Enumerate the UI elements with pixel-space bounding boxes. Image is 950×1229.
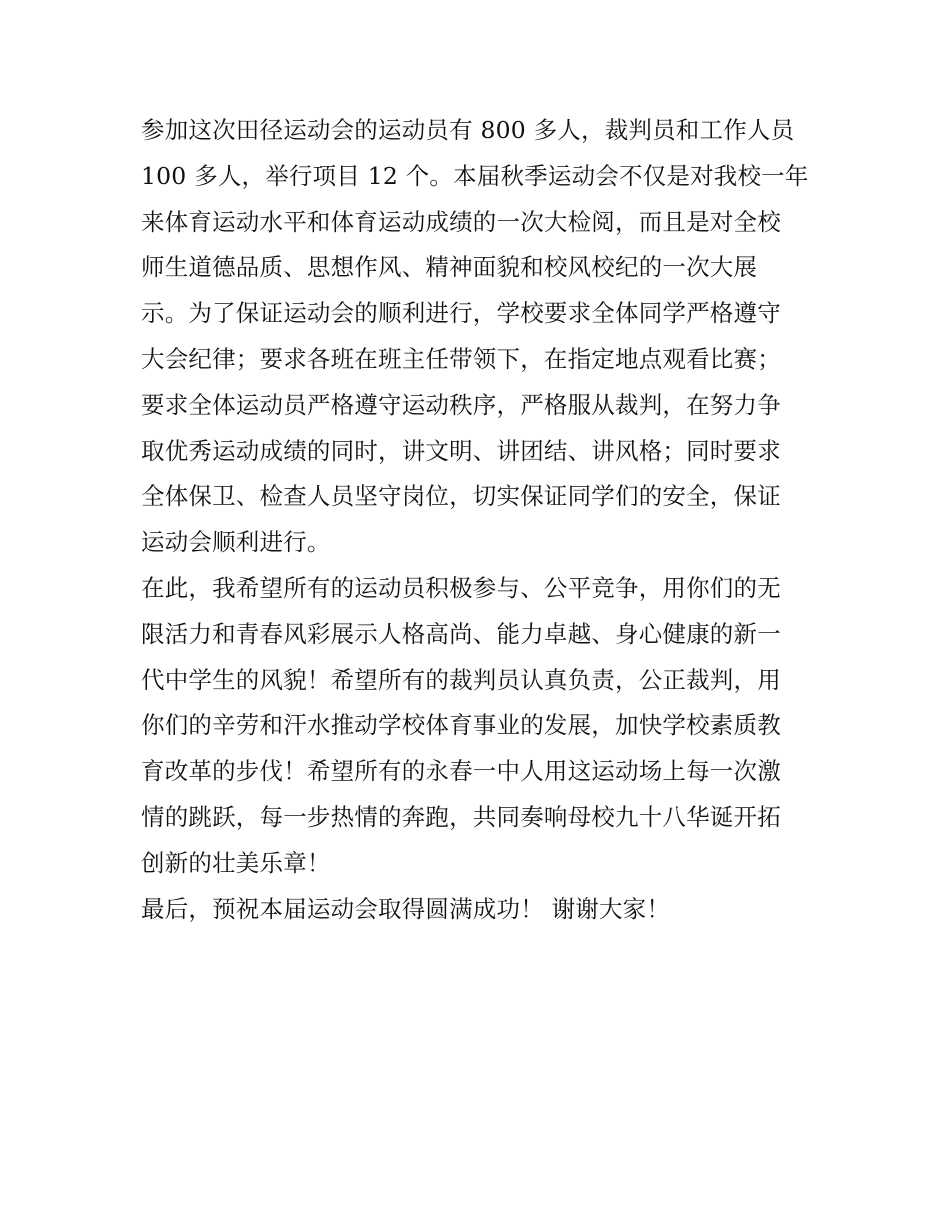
text-line: 100 多人，举行项目 12 个。本届秋季运动会不仅是对我校一年 [141, 161, 809, 190]
text-line: 最后，预祝本届运动会取得圆满成功！ 谢谢大家！ [141, 894, 671, 923]
text-line: 创新的壮美乐章！ [141, 848, 331, 877]
text-line: 限活力和青春风彩展示人格高尚、能力卓越、身心健康的新一 [141, 619, 781, 648]
text-line: 运动会顺利进行。 [141, 528, 331, 557]
text-line: 代中学生的风貌！希望所有的裁判员认真负责，公正裁判，用 [141, 665, 781, 694]
text-line: 师生道德品质、思想作风、精神面貌和校风校纪的一次大展 [141, 253, 758, 282]
text-line: 来体育运动水平和体育运动成绩的一次大检阅，而且是对全校 [141, 207, 781, 236]
text-line: 你们的辛劳和汗水推动学校体育事业的发展，加快学校素质教 [141, 711, 781, 740]
text-line: 参加这次田径运动会的运动员有 800 多人，裁判员和工作人员 [141, 116, 795, 144]
text-line: 全体保卫、检查人员坚守岗位，切实保证同学们的安全，保证 [141, 482, 781, 511]
text-line: 在此，我希望所有的运动员积极参与、公平竞争，用你们的无 [141, 573, 781, 602]
text-line: 大会纪律；要求各班在班主任带领下，在指定地点观看比赛； [141, 344, 781, 373]
speech-body-text [141, 108, 813, 932]
text-line: 育改革的步伐！希望所有的永春一中人用这运动场上每一次激 [141, 757, 781, 786]
text-line: 示。为了保证运动会的顺利进行，学校要求全体同学严格遵守 [141, 299, 781, 328]
text-line: 要求全体运动员严格遵守运动秩序，严格服从裁判，在努力争 [141, 390, 781, 419]
text-line: 情的跳跃，每一步热情的奔跑，共同奏响母校九十八华诞开拓 [141, 802, 781, 831]
text-line: 取优秀运动成绩的同时，讲文明、讲团结、讲风格；同时要求 [141, 436, 781, 465]
